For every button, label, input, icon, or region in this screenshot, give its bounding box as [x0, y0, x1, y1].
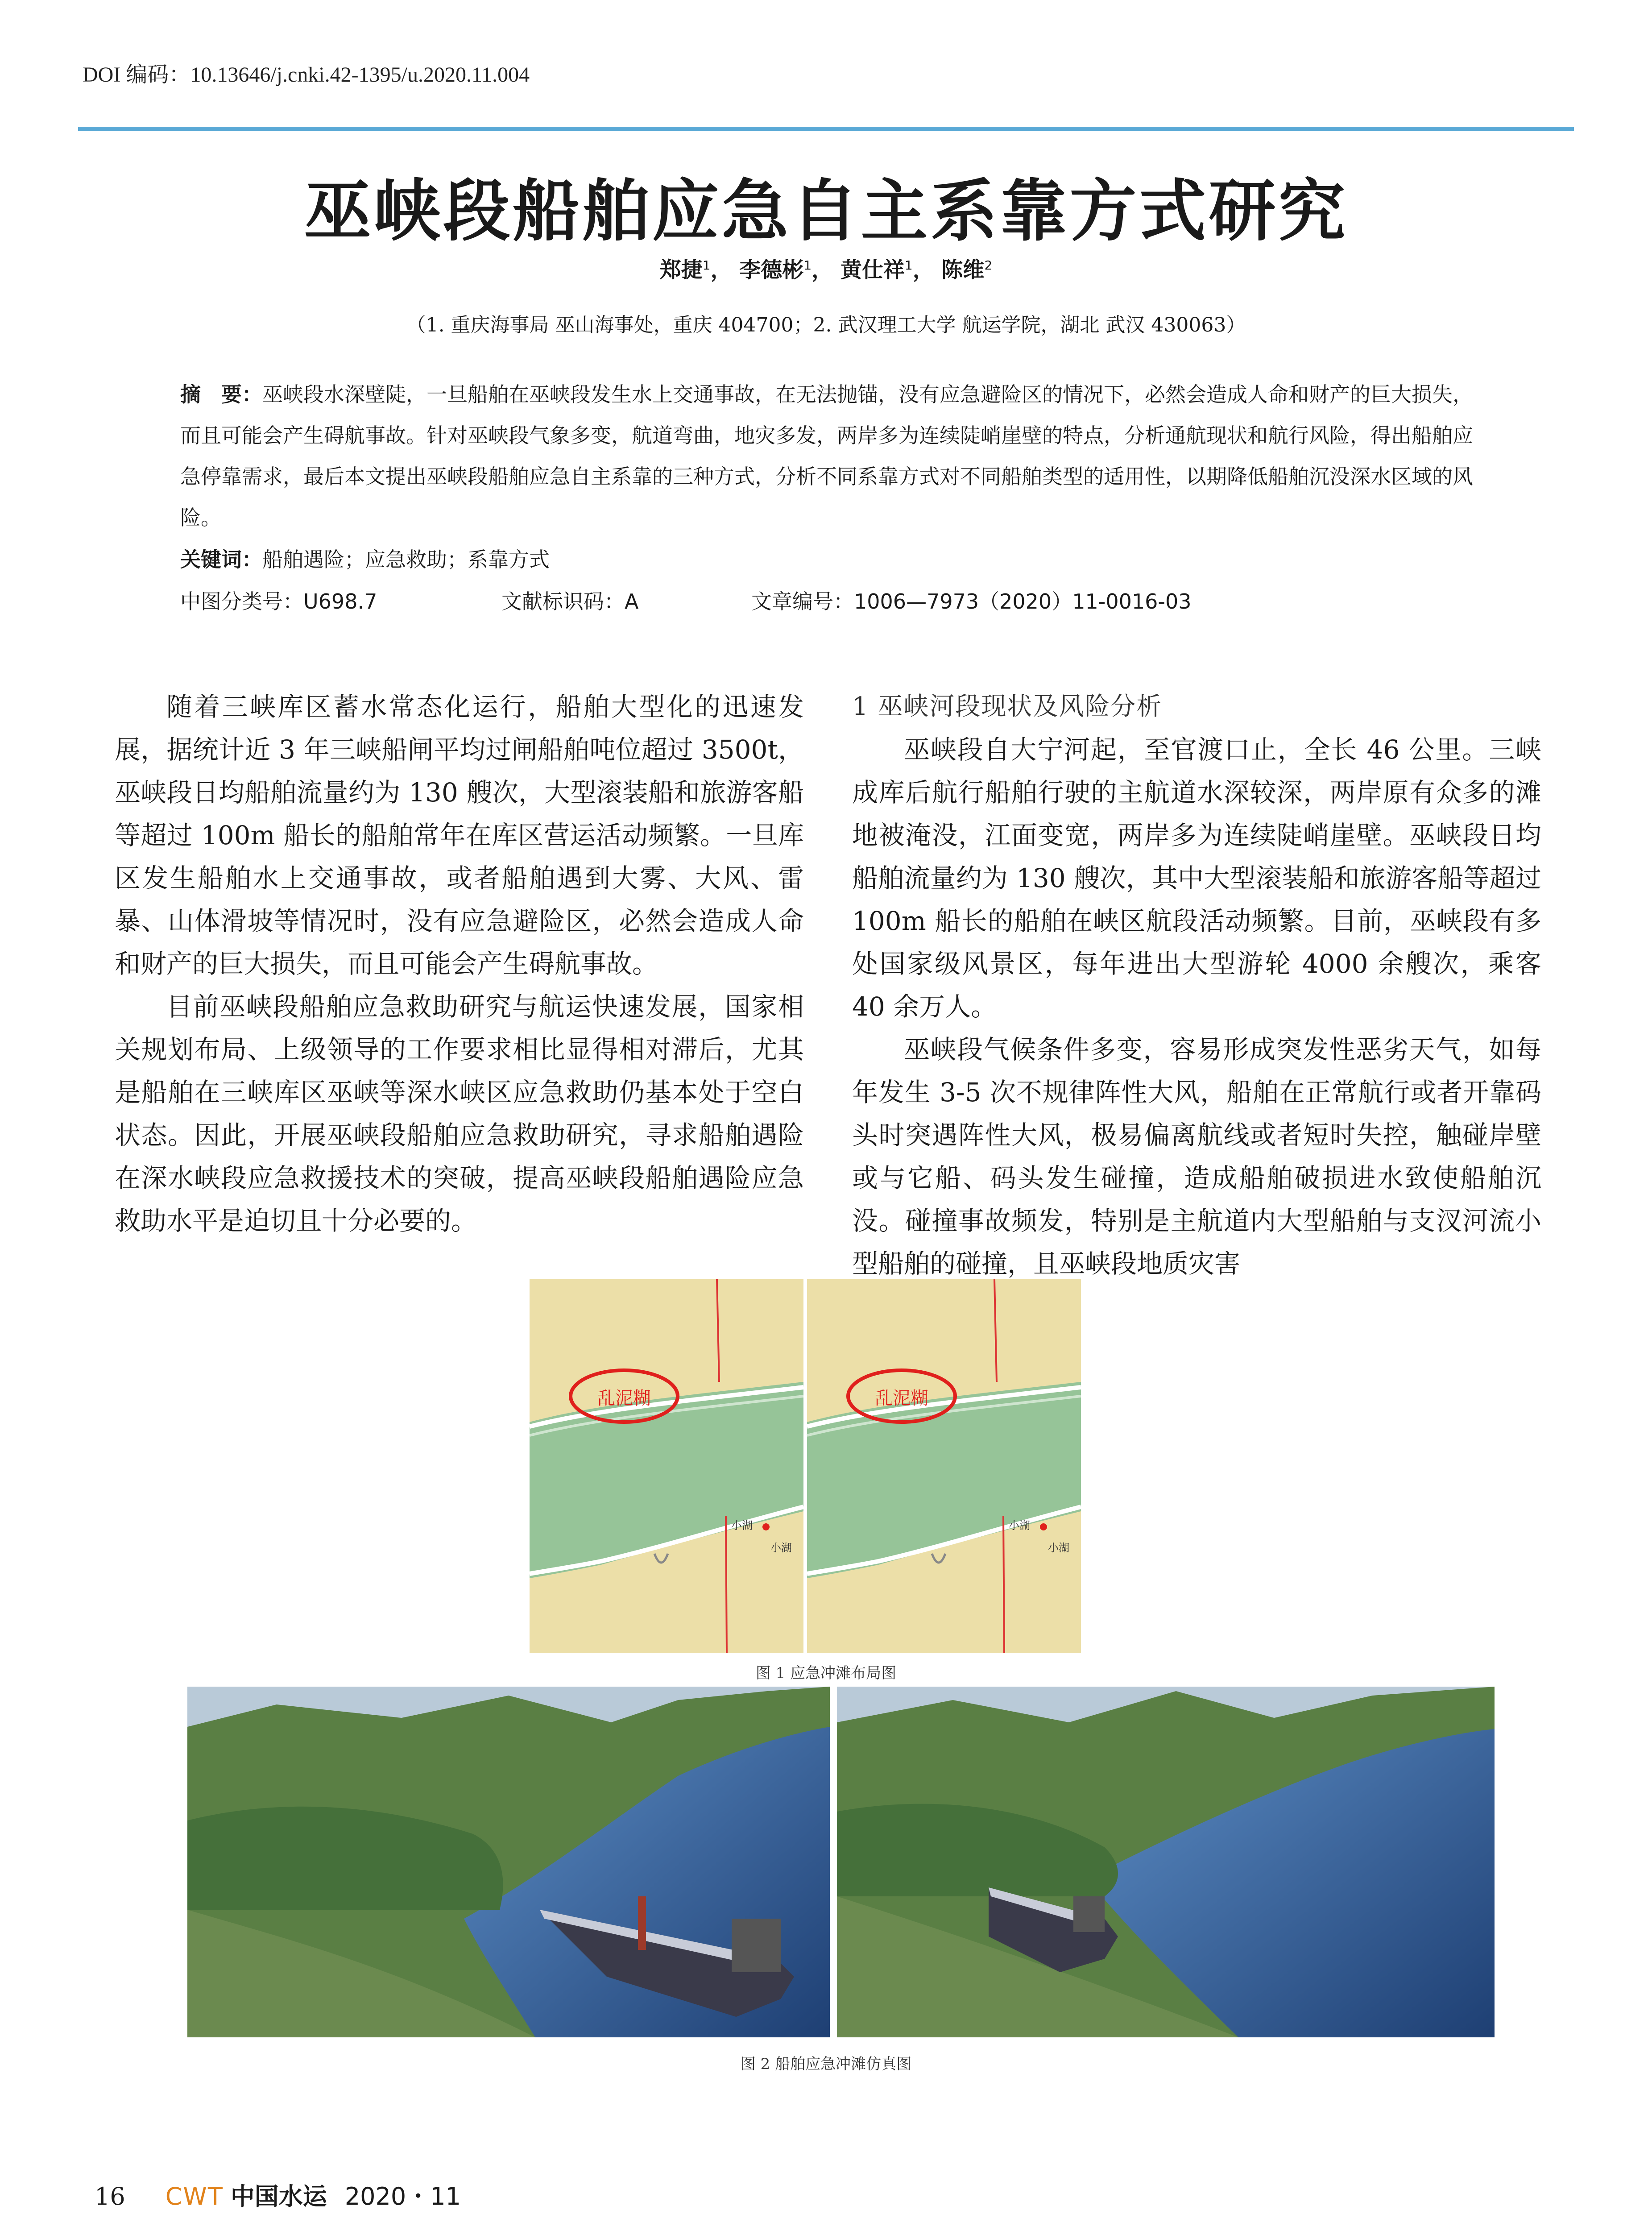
map-place-label: 乱泥糊	[875, 1388, 928, 1409]
article-number: 文章编号：1006—7973（2020）11-0016-03	[751, 589, 1192, 614]
author-affil-mark: 1	[904, 258, 913, 273]
figure-2-simulation	[187, 1687, 1495, 2037]
keywords-label: 关键词：	[180, 547, 262, 572]
doi-line: DOI 编码：10.13646/j.cnki.42-1395/u.2020.11.004	[83, 63, 530, 87]
section-heading: 1 巫峡河段现状及风险分析	[852, 692, 1163, 721]
body-column-left	[115, 685, 804, 1242]
author-affil-mark: 1	[803, 258, 812, 273]
map-place-label-small: 小湖	[731, 1519, 753, 1532]
journal-name: 中国水运	[230, 2182, 327, 2210]
header-rule	[78, 127, 1574, 131]
author-name: 郑捷	[659, 257, 703, 282]
figure-1-map	[530, 1279, 1081, 1653]
body-paragraph: 随着三峡库区蓄水常态化运行，船舶大型化的迅速发展，据统计近 3 年三峡船闸平均过闸船舶吨位超过 3500t，巫峡段日均船舶流量约为 130 艘次，大型滚装船和旅游客船等超过 100m 船长的船舶常年在库区营运活动频繁。一旦库区发生船舶水上交通事故，或者船舶遇到大雾、大风、雷暴、山体滑坡等情况时，没有应急避险区，必然会造成人命和财产的巨大损失，而且可能会产生碍航事故。	[115, 692, 804, 979]
author-name: 黄仕祥	[840, 257, 905, 282]
page-footer	[95, 2177, 461, 2212]
body-paragraph: 巫峡段自大宁河起，至官渡口止，全长 46 公里。三峡成库后航行船舶行驶的主航道水深较深，两岸原有众多的滩地被淹没，江面变宽，两岸多为连续陡峭崖壁。巫峡段日均船舶流量约为 130 艘次，其中大型滚装船和旅游客船等超过 100m 船长的船舶在峡区航段活动频繁。目前，巫峡段有多处国家级风景区，每年进出大型游轮 4000 余艘次，乘客 40 余万人。	[852, 734, 1541, 1022]
map-place-label-small: 小湖	[1048, 1542, 1069, 1554]
author-name: 陈维	[941, 257, 985, 282]
keywords-text: 船舶遇险；应急救助；系靠方式	[262, 547, 550, 572]
figure-2-caption: 图 2 船舶应急冲滩仿真图	[740, 2055, 912, 2073]
sim-panel-left	[187, 1687, 830, 2037]
article-meta	[180, 585, 1192, 615]
affiliations: （1. 重庆海事局 巫山海事处，重庆 404700；2. 武汉理工大学 航运学院，湖北 武汉 430063）	[406, 314, 1246, 336]
map-place-label: 乱泥糊	[597, 1388, 651, 1409]
keywords	[180, 543, 550, 573]
author-list: 郑捷$^1$， 李德彬$^1$， 黄仕祥$^1$， 陈维$^2$	[659, 257, 993, 282]
document-code: 文献标识码：A	[501, 589, 639, 614]
body-paragraph: 目前巫峡段船舶应急救助研究与航运快速发展，国家相关规划布局、上级领导的工作要求相比显得相对滞后，尤其是船舶在三峡库区巫峡等深水峡区应急救助仍基本处于空白状态。因此，开展巫峡段船舶应急救助研究，寻求船舶遇险在深水峡段应急救援技术的突破，提高巫峡段船舶遇险应急救助水平是迫切且十分必要的。	[115, 991, 804, 1236]
paper-title: 巫峡段船舶应急自主系靠方式研究	[304, 173, 1348, 250]
map-panel-left	[530, 1279, 803, 1653]
abstract-label: 摘 要：	[180, 382, 262, 406]
sim-panel-right	[837, 1687, 1495, 2037]
map-panel-right	[807, 1279, 1081, 1653]
journal-issue: 2020・11	[344, 2182, 461, 2210]
map-place-label-small: 小湖	[770, 1542, 792, 1554]
abstract	[180, 374, 1483, 538]
body-paragraph: 巫峡段气候条件多变，容易形成突发性恶劣天气，如每年发生 3-5 次不规律阵性大风，船舶在正常航行或者开靠码头时突遇阵性大风，极易偏离航线或者短时失控，触碰岸壁或与它船、码头发生碰撞，造成船舶破损进水致使船舶沉没。碰撞事故频发，特别是主航道内大型船舶与支汊河流小型船舶的碰撞，且巫峡段地质灾害	[852, 1034, 1541, 1279]
map-place-label-small: 小湖	[1009, 1519, 1030, 1532]
author-affil-mark: 2	[984, 258, 993, 273]
author-affil-mark: 1	[702, 258, 711, 273]
clc-number: 中图分类号：U698.7	[180, 589, 377, 614]
author-name: 李德彬	[739, 257, 804, 282]
body-column-right	[852, 685, 1541, 1285]
figure-1-caption: 图 1 应急冲滩布局图	[755, 1664, 897, 1682]
page-number: 16	[95, 2182, 125, 2210]
abstract-text: 巫峡段水深壁陡，一旦船舶在巫峡段发生水上交通事故，在无法抛锚，没有应急避险区的情况下，必然会造成人命和财产的巨大损失，而且可能会产生碍航事故。针对巫峡段气象多变，航道弯曲，地灾多发，两岸多为连续陡峭崖壁的特点，分析通航现状和航行风险，得出船舶应急停靠需求，最后本文提出巫峡段船舶应急自主系靠的三种方式，分析不同系靠方式对不同船舶类型的适用性，以期降低船舶沉没深水区域的风险。	[180, 382, 1473, 530]
journal-brand: CWT	[165, 2182, 224, 2210]
